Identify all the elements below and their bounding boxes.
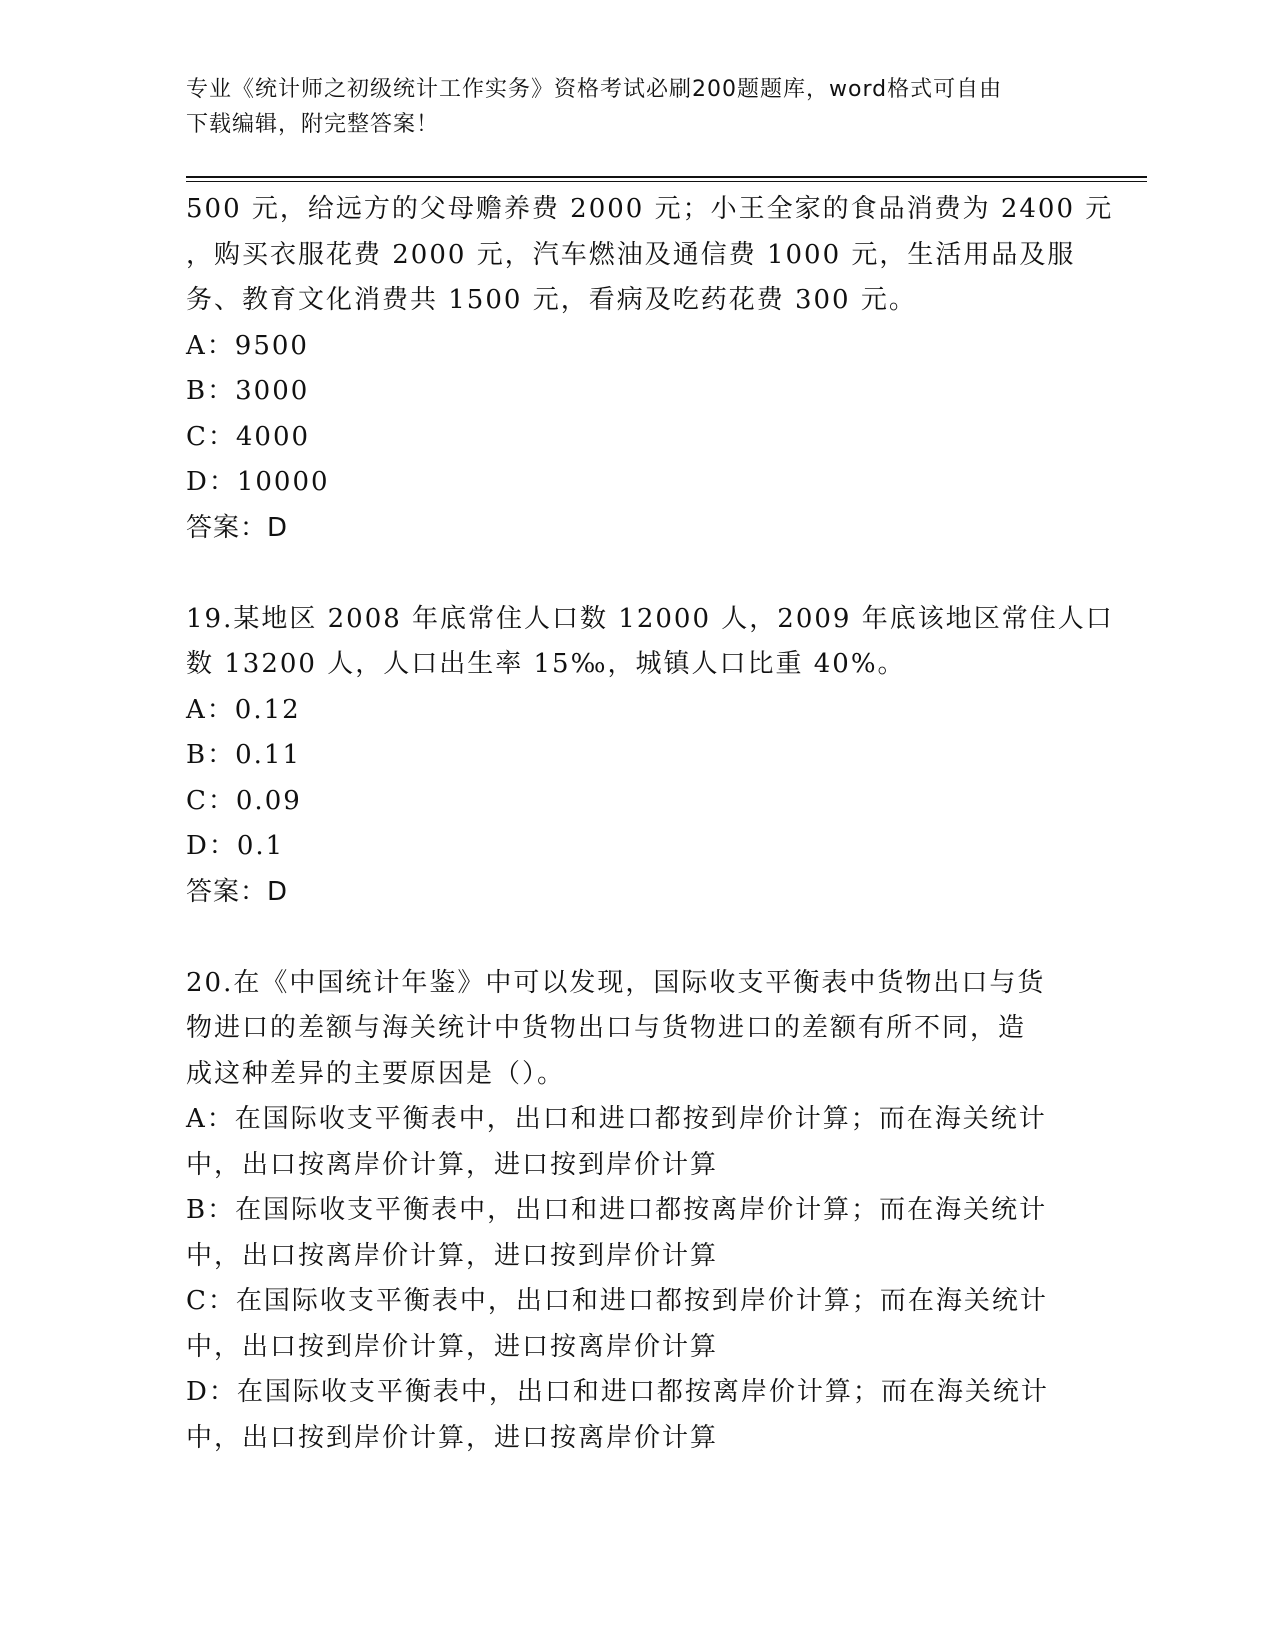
option-c-cont: 中，出口按到岸价计算，进口按离岸价计算 xyxy=(186,1331,719,1362)
question-stem-line: 数 13200 人，人口出生率 15‰，城镇人口比重 40%。 xyxy=(186,649,906,679)
question-stem-line: 物进口的差额与海关统计中货物出口与货物进口的差额有所不同，造 xyxy=(186,1013,1027,1043)
option-b-cont: 中，出口按离岸价计算，进口按到岸价计算 xyxy=(186,1240,719,1271)
option-b: B：0.11 xyxy=(186,740,301,770)
header-line-2: 下载编辑，附完整答案！ xyxy=(186,112,440,137)
page-header xyxy=(186,72,1086,142)
spacer xyxy=(186,551,1086,597)
document-body xyxy=(186,187,1114,1461)
question-stem-line: 成这种差异的主要原因是（）。 xyxy=(186,1058,566,1089)
option-d: D：0.1 xyxy=(186,831,285,861)
option-d: D：在国际收支平衡表中，出口和进口都按离岸价计算；而在海关统计 xyxy=(186,1377,1049,1407)
option-b: B：3000 xyxy=(186,376,310,406)
option-b: B：在国际收支平衡表中，出口和进口都按离岸价计算；而在海关统计 xyxy=(186,1195,1048,1225)
question-stem-line: 500 元，给远方的父母赡养费 2000 元；小王全家的食品消费为 2400 元 xyxy=(186,194,1114,224)
question-stem-line: 19.某地区 2008 年底常住人口数 12000 人，2009 年底该地区常住人口 xyxy=(186,603,1114,634)
option-a: A：0.12 xyxy=(186,694,301,725)
option-c: C：4000 xyxy=(186,421,311,452)
spacer xyxy=(186,915,1086,961)
option-d-cont: 中，出口按到岸价计算，进口按离岸价计算 xyxy=(186,1422,719,1453)
question-20 xyxy=(186,961,1086,1462)
option-c: C：在国际收支平衡表中，出口和进口都按到岸价计算；而在海关统计 xyxy=(186,1286,1048,1316)
question-19 xyxy=(186,597,1114,916)
option-a-cont: 中，出口按离岸价计算，进口按到岸价计算 xyxy=(186,1149,719,1180)
answer-line: 答案：D xyxy=(186,876,289,907)
answer-line: 答案：D xyxy=(186,512,289,543)
question-stem-line: 务、教育文化消费共 1500 元，看病及吃药花费 300 元。 xyxy=(186,285,917,315)
header-rule-thin xyxy=(186,181,1147,182)
option-c: C：0.09 xyxy=(186,785,302,816)
option-d: D：10000 xyxy=(186,467,330,497)
header-line-1: 专业《统计师之初级统计工作实务》资格考试必刷200题题库，word格式可自由 xyxy=(186,77,1003,102)
question-stem-line: ，购买衣服花费 2000 元，汽车燃油及通信费 1000 元，生活用品及服 xyxy=(186,239,1076,270)
question-stem-line: 20.在《中国统计年鉴》中可以发现，国际收支平衡表中货物出口与货 xyxy=(186,967,1046,998)
question-18 xyxy=(186,187,1114,551)
header-rule-thick xyxy=(186,176,1147,178)
option-a: A：在国际收支平衡表中，出口和进口都按到岸价计算；而在海关统计 xyxy=(186,1104,1047,1134)
option-a: A：9500 xyxy=(186,330,309,361)
